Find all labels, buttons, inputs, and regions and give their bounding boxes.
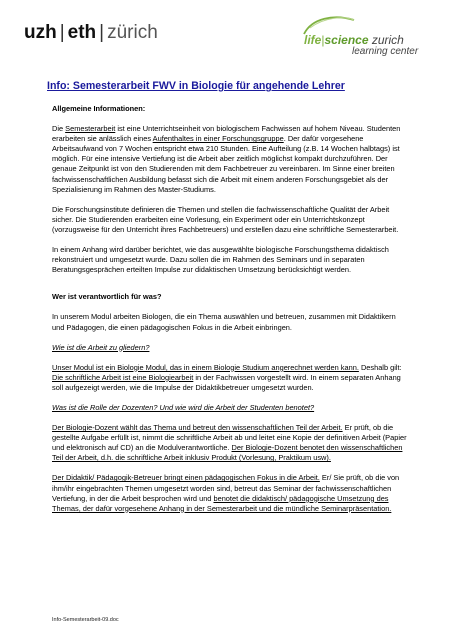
underlined-text: Der Didaktik/ Pädagogik-Betreuer bringt einen pädagogischen Fokus in die Arbeit. xyxy=(52,473,320,483)
question-heading: Was ist die Rolle der Dozenten? Und wie wird die Arbeit der Studenten benotet? xyxy=(52,402,315,412)
underlined-text: Semesterarbeit xyxy=(65,124,116,134)
paragraph xyxy=(52,473,408,513)
paragraph xyxy=(52,124,408,195)
underlined-text: benotet die didaktisch/ pädagogische Umsetzung des Themas, der dafür vorgesehene Anhang in der Semesterarbeit und die mündliche Seminarpräsentation. xyxy=(52,493,392,513)
text-run: ist eine Unterrichtseinheit von biologischem Fachwissen auf hohem Niveau. Studenten erarbeiten sie anlässlich eines xyxy=(52,124,401,144)
paragraph xyxy=(52,423,408,463)
logo-bar: | xyxy=(321,33,325,47)
text-run: Er prüft, ob die gestellte Aufgabe erfüllt ist, nimmt die schriftliche Arbeit ab und leitet eine Kopie der definitiven Arbeit (Papier und elektronisch auf CD) an die Modulverantwortliche. xyxy=(52,423,407,453)
paragraph: Die Forschungsinstitute definieren die Themen und stellen die fachwissenschaftliche Qualität der Arbeit sicher. Die Studierenden erarbeiten eine Vorlesung, ein Experiment oder ein Unterrichtskonzept (vorzugsweise für den Unterricht ihres Fachbetreuers) und erstellen dazu eine schriftliche Semesterarbeit. xyxy=(52,204,399,234)
document-title: Info: Semesterarbeit FWV in Biologie für angehende Lehrer xyxy=(47,80,345,92)
section-heading: Allgemeine Informationen: xyxy=(52,104,146,113)
logo-zurich-text: zurich xyxy=(368,33,404,47)
text-run: Deshalb gilt: xyxy=(358,362,402,372)
logo-separator: | xyxy=(59,22,65,43)
logo-learning-center-text: learning center xyxy=(352,46,419,57)
document-body xyxy=(52,104,408,514)
logo-life-text: life xyxy=(304,33,322,47)
underlined-text: Die schriftliche Arbeit ist eine Biologiearbeit xyxy=(52,372,194,382)
logo-zurich-text: zürich xyxy=(107,22,158,43)
footer-filename: Info-Semesterarbeit-09.doc xyxy=(52,617,119,623)
paragraph xyxy=(52,363,408,393)
logo-science-text: science xyxy=(324,33,369,47)
logo-separator: | xyxy=(99,22,105,43)
underlined-text: Der Biologie-Dozent benotet den wissenschaftlichen Teil der Arbeit, d.h. die schriftliche Arbeit inklusiv Produkt (Vorlesung, Praktikum usw). xyxy=(52,443,403,463)
underlined-text: Unser Modul ist ein Biologie Modul, das in einem Biologie Studium angerechnet werden kann. xyxy=(52,362,359,372)
text-run: Er/ Sie prüft, ob die von ihm/ihr eingebrachten Themen umgesetzt worden sind, betreut das Seminar der fachwissenschaftlichen Vertiefung, in der die Arbeit besprochen wird und xyxy=(52,473,400,503)
logo-eth-text: eth xyxy=(67,22,97,43)
logo-uzh-text: uzh xyxy=(24,22,57,43)
question-heading: Wie ist die Arbeit zu gliedern? xyxy=(52,342,150,352)
section-heading: Wer ist verantwortlich für was? xyxy=(52,292,162,302)
uzh-eth-zurich-logo xyxy=(24,22,158,44)
paragraph: In unserem Modul arbeiten Biologen, die ein Thema auswählen und betreuen, zusammen mit Didaktikern und Pädagogen, die einen pädagogischen Fokus in die Arbeit einbringen. xyxy=(52,312,396,332)
text-run: . Der dafür vorgesehene Arbeitsaufwand von 7 Wochen entspricht etwa 210 Stunden. Eine Aufteilung (z.B. 14 Wochen halbtags) ist möglich. Für eine intensive Vertiefung ist die Arbeit aber zeitlich möglichst kompakt durchzuführen. Der genaue Zeitpunkt ist von den Studierenden mit dem Fachbetreuer zu vereinbaren. Im Sinne einer breiten fachwissenschaftlichen Ausbildung befasst sich die Arbeit mit einem anderen Forschungsgebiet als der Spezialisierung im Rahmen des Master-Studiums. xyxy=(52,134,400,194)
underlined-text: Der Biologie-Dozent wählt das Thema und betreut den wissenschaftlichen Teil der Arbeit. xyxy=(52,423,343,433)
text-run: Die xyxy=(52,124,66,134)
life-science-zurich-logo xyxy=(294,14,434,60)
paragraph: In einem Anhang wird darüber berichtet, wie das ausgewählte biologische Forschungsthema didaktisch rekonstruiert und umgesetzt wurde. Dazu sollen die im Rahmen des Seminars und in separaten Beratungsgesprächen erteilten Impulse zur didaktischen Umsetzung berücksichtigt werden. xyxy=(52,245,389,275)
text-run: in der Fachwissen vorgestellt wird. In einem separaten Anhang soll aufgezeigt werden, wie die Impulse der Didaktikbetreuer umgesetzt wurden. xyxy=(52,372,401,392)
underlined-text: Aufenthaltes in einer Forschungsgruppe xyxy=(152,134,284,144)
